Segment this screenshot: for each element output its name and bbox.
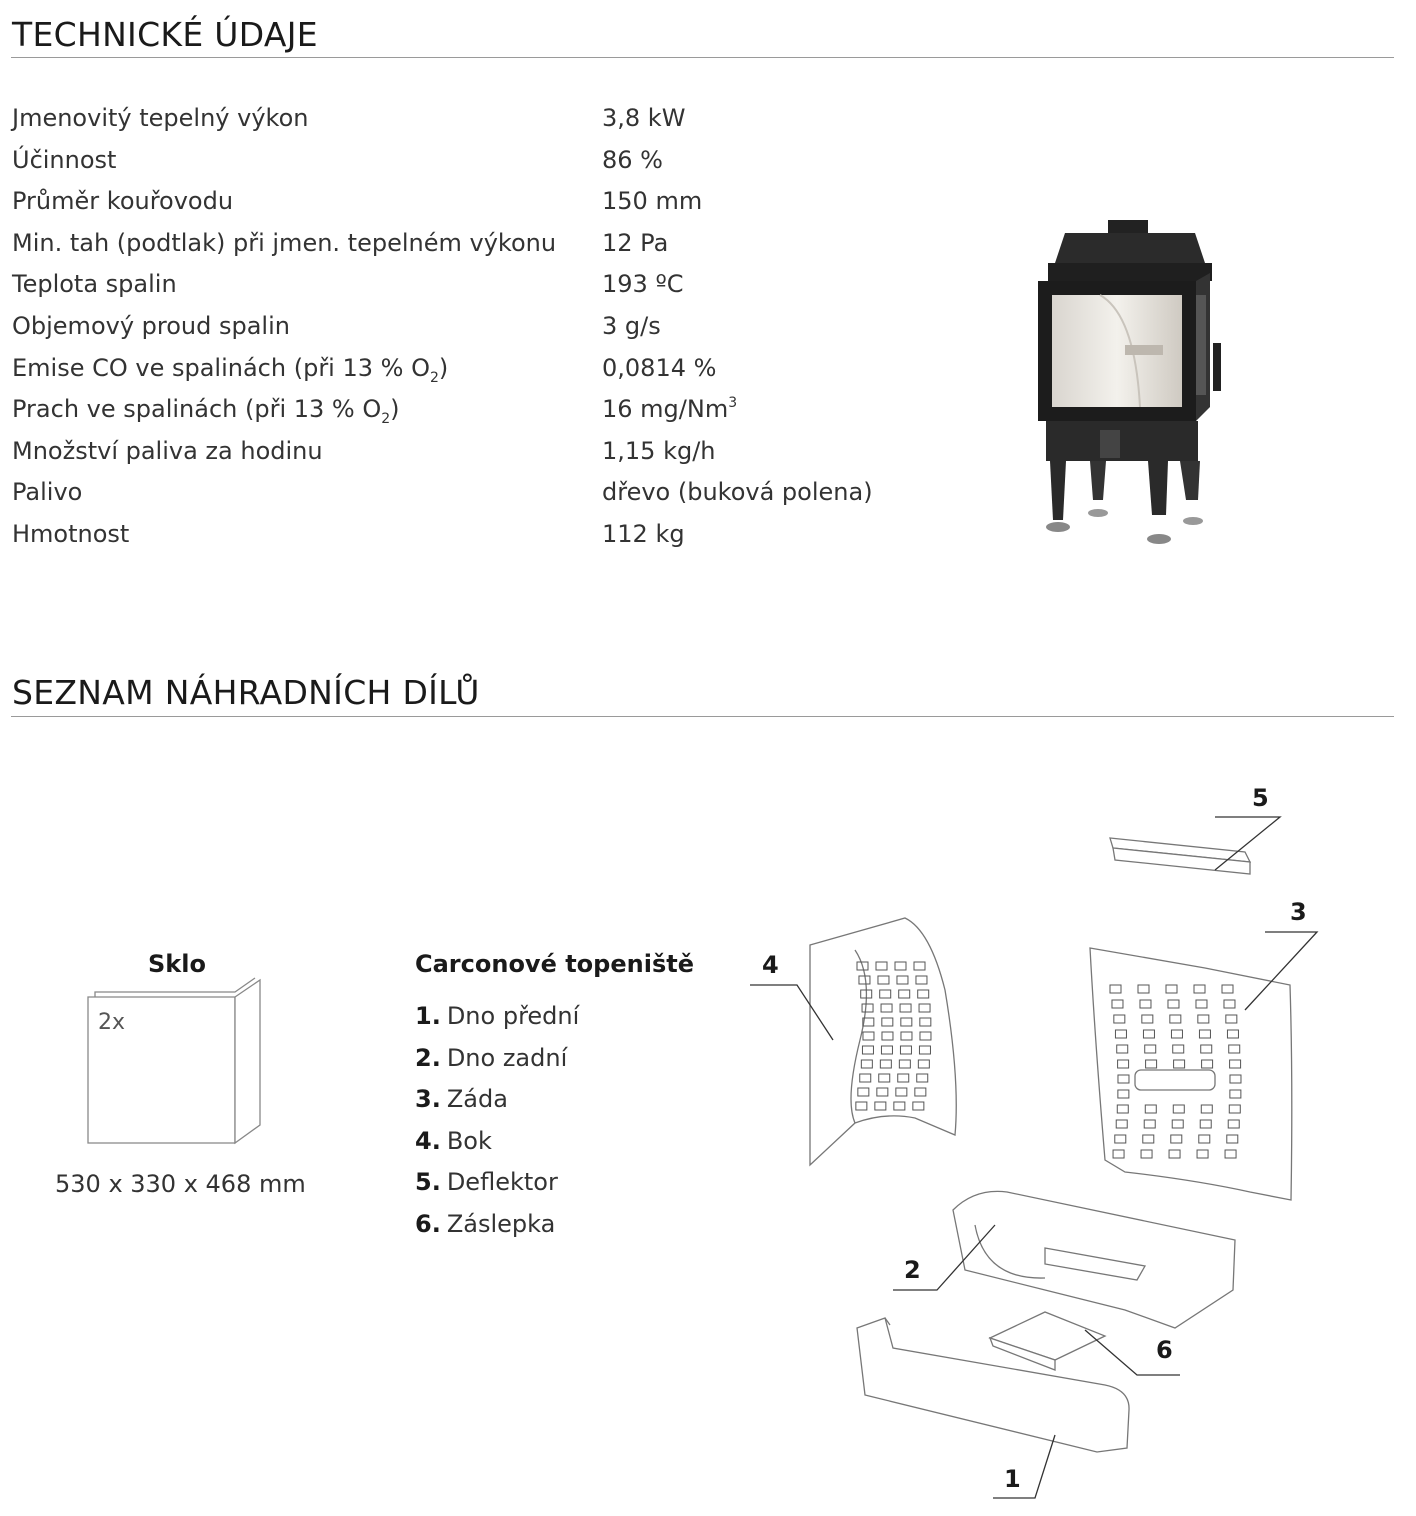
spec-value: 3 g/s [602, 312, 661, 340]
glass-count: 2x [98, 1010, 126, 1035]
part-number: 1. [415, 1002, 441, 1030]
part-label: Dno přední [446, 1002, 580, 1030]
parts-list-item [415, 1002, 579, 1044]
part-number: 4. [415, 1126, 441, 1155]
part-number: 5. [415, 1168, 441, 1196]
spec-label: Emise CO ve spalinách (při 13 % $O_2$) [12, 353, 449, 386]
part-deflector [1110, 838, 1250, 874]
exploded-diagram [745, 780, 1345, 1500]
spec-label: Hmotnost [12, 520, 130, 548]
callout-6: 6 [1156, 1336, 1173, 1364]
spec-value: dřevo (buková polena) [602, 478, 873, 507]
parts-list-item [415, 1127, 579, 1169]
spec-value: 12 Pa [602, 228, 669, 257]
spec-label: Prach ve spalinách (při 13 % $O_2$) [12, 395, 400, 428]
callout-3: 3 [1290, 898, 1307, 926]
spec-label: Množství paliva za hodinu [12, 436, 323, 465]
spec-value: 0,0814 % [602, 353, 717, 382]
part-plug [990, 1312, 1105, 1370]
spec-label: Jmenovitý tepelný výkon [12, 104, 309, 132]
callout-1: 1 [1004, 1465, 1021, 1493]
spec-value: 86 % [602, 145, 663, 174]
part-label: Dno zadní [446, 1043, 568, 1072]
glass-icon [85, 975, 265, 1147]
spec-label: Teplota spalin [12, 270, 177, 299]
spec-value: 193 ºC [602, 270, 684, 299]
callout-4: 4 [762, 951, 779, 979]
callout-5: 5 [1252, 784, 1269, 812]
glass-dimensions: 530 x 330 x 468 mm [55, 1170, 306, 1198]
spec-label: Objemový proud spalin [12, 312, 290, 340]
parts-list-item [415, 1168, 579, 1210]
spec-label: Min. tah (podtlak) při jmen. tepelném výkonu [12, 228, 557, 257]
spec-value: 3,8 kW [602, 104, 686, 132]
spec-value: 1,15 kg/h [602, 436, 716, 465]
spec-label: Průměr kouřovodu [12, 187, 234, 216]
part-rear-floor [953, 1191, 1235, 1328]
spec-value: 112 kg [602, 520, 685, 548]
spec-value: 150 mm [602, 187, 703, 216]
parts-title: SEZNAM NÁHRADNÍCH DÍLŮ [12, 673, 480, 712]
spec-label: Účinnost [12, 145, 117, 174]
glass-title: Sklo [148, 950, 206, 978]
part-number: 6. [415, 1209, 441, 1238]
technical-divider [11, 57, 1394, 58]
fireplace-insert-image [1030, 215, 1230, 550]
part-number: 2. [415, 1043, 441, 1072]
parts-divider [11, 716, 1394, 717]
parts-list-item [415, 1085, 579, 1127]
spec-value: 16 mg/Nm$^3$ [602, 395, 738, 424]
technical-title: TECHNICKÉ ÚDAJE [12, 15, 318, 54]
spec-label: Palivo [12, 478, 83, 507]
part-side [810, 918, 956, 1165]
part-number: 3. [415, 1085, 441, 1113]
part-label: Záda [446, 1085, 508, 1113]
part-label: Záslepka [446, 1209, 556, 1238]
firebox-title: Carconové topeniště [415, 950, 694, 978]
part-back [1090, 948, 1292, 1200]
firebox-parts-list [415, 1002, 579, 1251]
part-label: Bok [446, 1126, 492, 1155]
callout-2: 2 [904, 1256, 921, 1284]
parts-list-item [415, 1210, 579, 1252]
parts-list-item [415, 1044, 579, 1086]
part-label: Deflektor [446, 1168, 558, 1196]
